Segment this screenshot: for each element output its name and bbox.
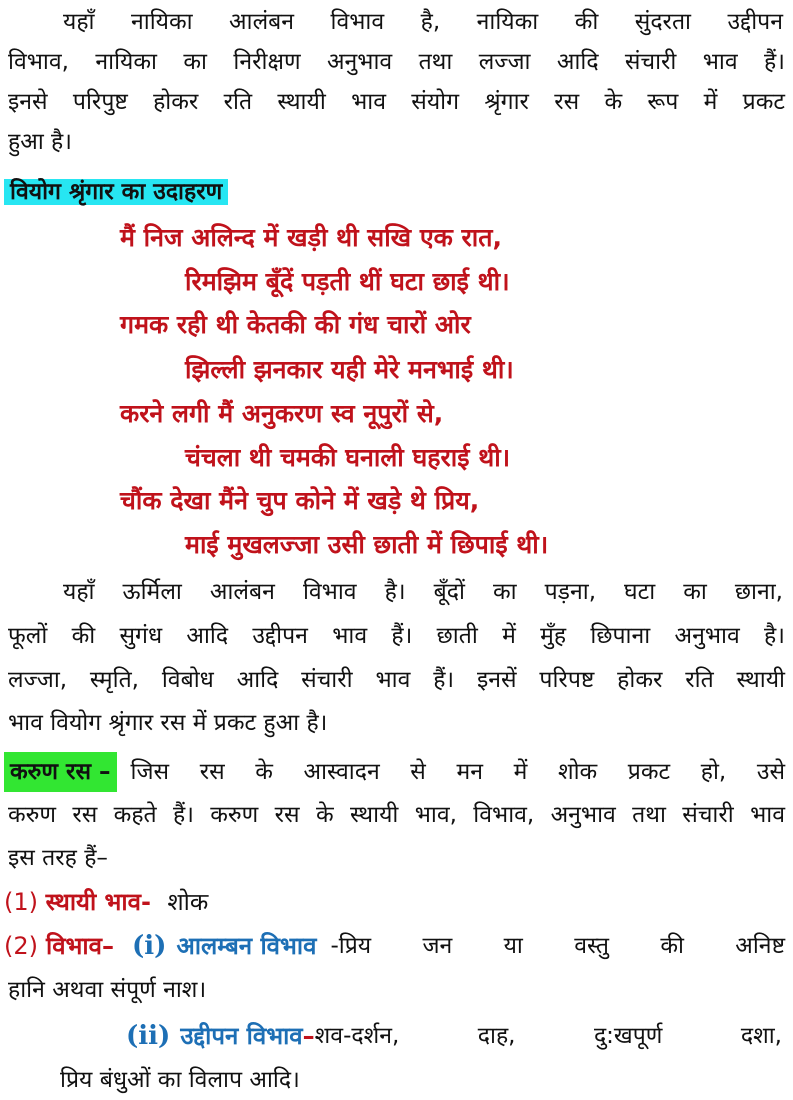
item2-sub-i-label: आलम्बन विभाव: [176, 932, 317, 960]
viyog-heading: वियोग श्रृंगार का उदाहरण: [4, 179, 228, 205]
para2-line4: भाव वियोग श्रृंगार रस में प्रकट हुआ है।: [8, 710, 328, 736]
karun-definition-start: जिस रस के आस्वादन से मन में शोक प्रकट हो, उसे: [130, 759, 785, 785]
item2-sub-i-text-cont: हानि अथवा संपूर्ण नाश।: [8, 977, 207, 1003]
item1-dash: -: [140, 888, 160, 916]
item2-label: विभाव–: [46, 932, 114, 960]
poem-line-6: चंचला थी चमकी घनाली घहराई थी।: [185, 443, 511, 472]
para1-line1: यहाँ नायिका आलंबन विभाव है, नायिका की सुंदरता उद्दीपन: [63, 9, 783, 35]
item2-sub-ii-line: [126, 1016, 782, 1056]
poem-line-4: झिल्ली झनकार यही मेरे मनभाई थी।: [185, 355, 514, 384]
item1-value: शोक: [167, 888, 209, 916]
para1-line3: इनसे परिपुष्ट होकर रति स्थायी भाव संयोग श्रृंगार रस के रूप में प्रकट: [8, 89, 785, 115]
poem-line-3: गमक रही थी केतकी की गंध चारों ओर: [120, 310, 471, 339]
para1-line2: विभाव, नायिका का निरीक्षण अनुभाव तथा लज्जा आदि संचारी भाव हैं।: [8, 49, 785, 75]
para2-line2: फूलों की सुगंध आदि उद्दीपन भाव हैं। छाती में मुँह छिपाना अनुभाव है।: [8, 623, 785, 649]
karun-line2: करुण रस कहते हैं। करुण रस के स्थायी भाव, विभाव, अनुभाव तथा संचारी भाव: [8, 802, 785, 828]
karun-line1: [4, 752, 785, 792]
item2-sub-ii-label: उद्दीपन विभाव: [180, 1022, 303, 1050]
item2-sub-ii-text-cont: प्रिय बंधुओं का विलाप आदि।: [60, 1067, 300, 1093]
para2-line3: लज्जा, स्मृति, विबोध आदि संचारी भाव हैं। इनसें परिपष्ट होकर रति स्थायी: [8, 667, 785, 693]
item1-label: स्थायी भाव: [45, 888, 141, 916]
poem-line-5: करने लगी मैं अनुकरण स्व नूपुरों से,: [120, 399, 444, 428]
item2-line1: [4, 926, 785, 966]
item1-number: (1): [4, 888, 38, 916]
item2-number: (2): [4, 932, 38, 960]
poem-line-2: रिमझिम बूँदें पड़ती थीं घटा छाई थी।: [185, 267, 510, 296]
item1-line: [4, 882, 208, 922]
para1-line4: हुआ है।: [8, 129, 72, 155]
item2-sub-ii-text: शव-दर्शन, दाह, दु:खपूर्ण दशा,: [314, 1023, 782, 1049]
poem-line-8: माई मुखलज्जा उसी छाती में छिपाई थी।: [185, 530, 549, 559]
viyog-heading-wrap: [4, 172, 228, 212]
item2-sub-ii-dash: –: [302, 1022, 315, 1050]
item2-sub-i-text: -प्रिय जन या वस्तु की अनिष्ट: [330, 933, 785, 959]
poem-line-1: मैं निज अलिन्द में खड़ी थी सखि एक रात,: [120, 223, 503, 252]
karun-heading: करुण रस –: [4, 752, 117, 792]
para2-line1: यहाँ ऊर्मिला आलंबन विभाव है। बूँदों का पड़ना, घटा का छाना,: [63, 579, 783, 605]
item2-sub-ii-number: (ii): [126, 1021, 171, 1051]
item2-sub-i-number: (i): [132, 931, 167, 961]
karun-line3: इस तरह हैं–: [8, 845, 108, 871]
poem-line-7: चौंक देखा मैंने चुप कोने में खड़े थे प्रिय,: [120, 486, 480, 515]
